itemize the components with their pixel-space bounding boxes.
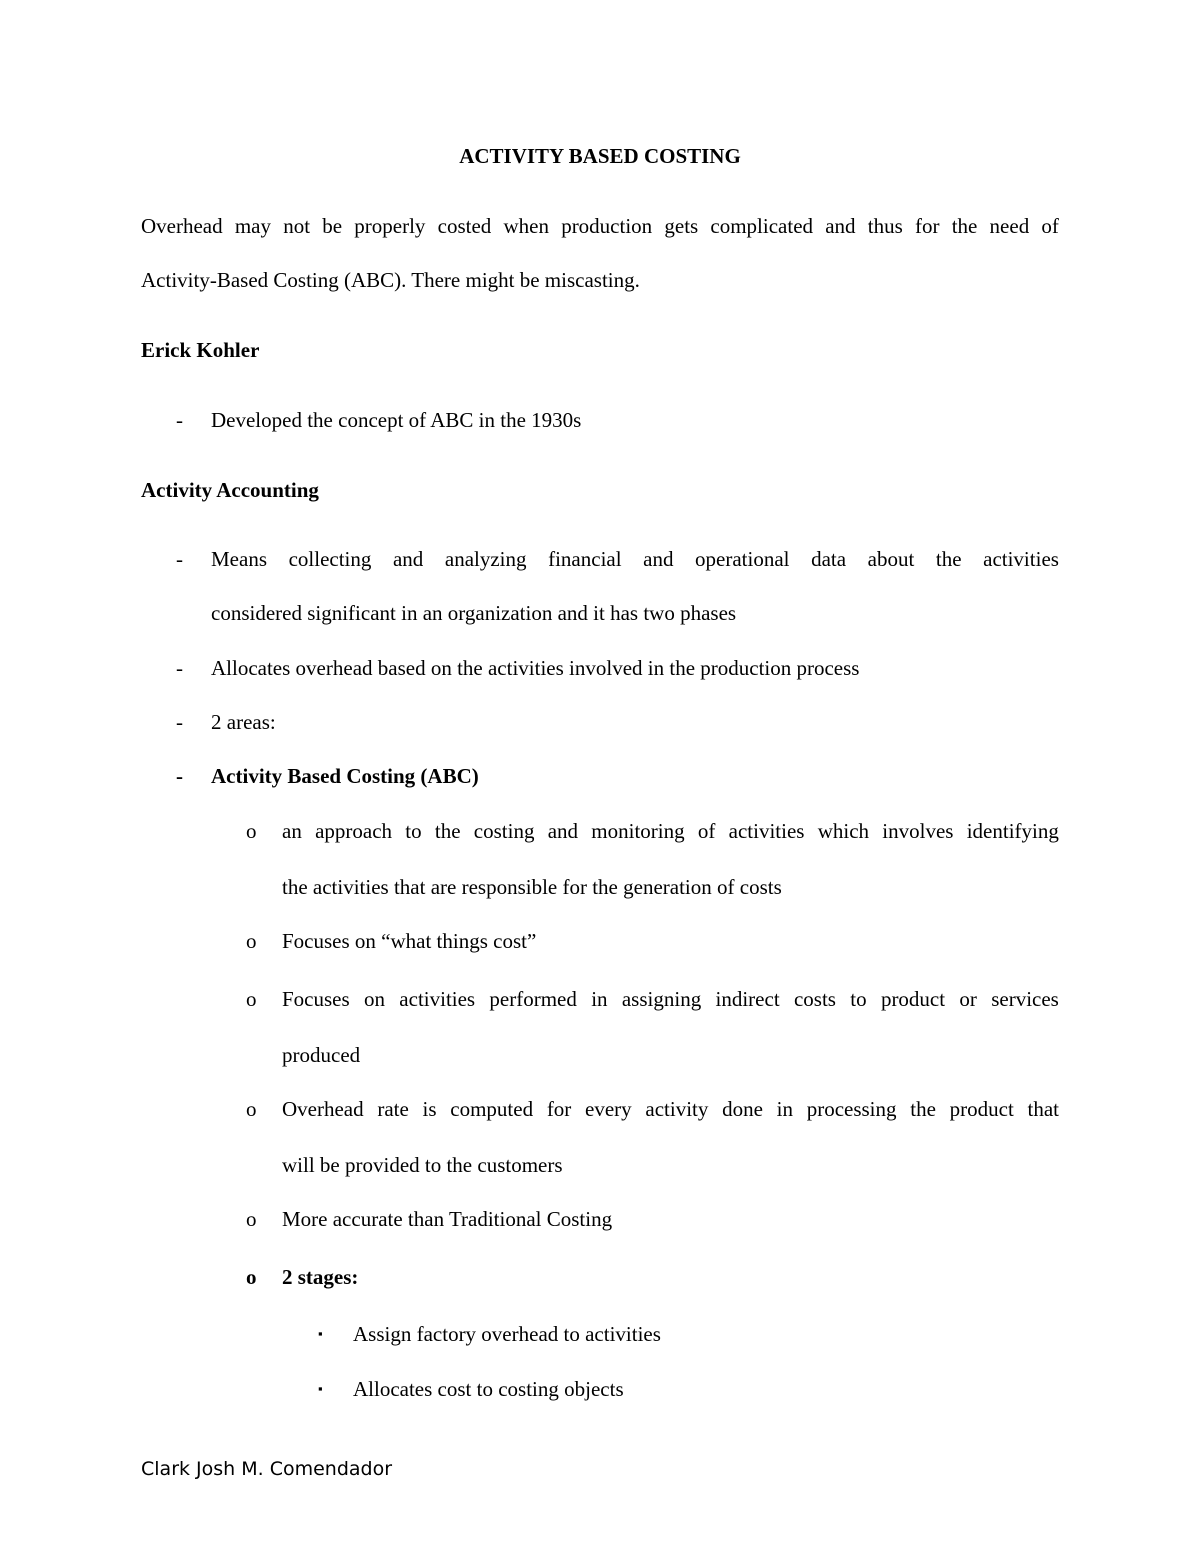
word: the [434,819,461,843]
intro-line-2: Activity-Based Costing (ABC). There might be miscasting. [141,268,640,292]
word: product [949,1097,1014,1121]
word: the [910,1097,936,1121]
word: about [867,547,915,571]
circle-bullet: o [246,819,257,843]
word: identifying [966,819,1059,843]
word: computed [450,1097,534,1121]
word: performed [489,987,577,1011]
dash-bullet: - [176,656,183,680]
list-item: Developed the concept of ABC in the 1930s [211,408,582,432]
word: be [322,214,343,238]
circle-bullet: o [246,1265,257,1289]
word: analyzing [444,547,527,571]
circle-bullet: o [246,929,257,953]
word: services [991,987,1059,1011]
word: Focuses [282,987,350,1011]
word: of [697,819,716,843]
word: and [643,547,674,571]
sub-list-item [282,1099,1059,1120]
sub-list-item-continuation: produced [282,1043,361,1067]
stage-item: Allocates cost to costing objects [353,1377,624,1401]
word: costed [437,214,492,238]
word: activities [728,819,805,843]
word: financial [548,547,622,571]
square-bullet: ▪ [318,1326,323,1341]
word: Overhead [141,214,223,238]
sub-list-item: Focuses on “what things cost” [282,929,537,953]
word: data [811,547,847,571]
list-item: Allocates overhead based on the activities involved in the production process [211,656,860,680]
word: Overhead [282,1097,364,1121]
circle-bullet: o [246,1097,257,1121]
word: rate [377,1097,409,1121]
sub-list-item: More accurate than Traditional Costing [282,1207,613,1231]
word: product [880,987,946,1011]
word: gets [664,214,699,238]
dash-bullet: - [176,710,183,734]
word: monitoring [591,819,685,843]
sub-list-item-stages: 2 stages: [282,1265,359,1289]
sub-list-item [282,989,1059,1010]
word: collecting [288,547,372,571]
word: for [914,214,940,238]
word: thus [867,214,903,238]
list-item [211,549,1059,570]
word: involves [882,819,954,843]
circle-bullet: o [246,987,257,1011]
word: in [591,987,608,1011]
word: or [959,987,977,1011]
word: that [1027,1097,1059,1121]
word: complicated [710,214,814,238]
word: activities [399,987,476,1011]
word: activities [983,547,1059,571]
square-bullet: ▪ [318,1381,323,1396]
word: which [817,819,870,843]
section-heading-activity-accounting: Activity Accounting [141,478,319,502]
word: when [503,214,549,238]
word: processing [806,1097,897,1121]
word: done [722,1097,763,1121]
word: of [1041,214,1059,238]
word: need [989,214,1030,238]
list-item-continuation: considered significant in an organization and it has two phases [211,601,737,625]
word: properly [354,214,426,238]
word: to [405,819,422,843]
word: to [850,987,867,1011]
footer-author: Clark Josh M. Comendador [141,1458,393,1480]
dash-bullet: - [176,764,183,788]
sub-list-item-continuation: will be provided to the customers [282,1153,563,1177]
stage-item: Assign factory overhead to activities [353,1322,661,1346]
word: costing [473,819,535,843]
word: is [422,1097,437,1121]
word: not [283,214,311,238]
word: on [363,987,385,1011]
word: the [951,214,978,238]
word: an [282,819,302,843]
word: costs [793,987,836,1011]
word: activity [645,1097,709,1121]
sub-list-item [282,821,1059,842]
word: Means [211,547,267,571]
word: may [234,214,271,238]
word: and [392,547,424,571]
word: indirect [715,987,780,1011]
word: and [547,819,579,843]
section-heading-erick-kohler: Erick Kohler [141,338,260,362]
word: in [776,1097,793,1121]
word: operational [695,547,790,571]
word: the [935,547,962,571]
list-item-abc: Activity Based Costing (ABC) [211,764,479,788]
list-item: 2 areas: [211,710,276,734]
dash-bullet: - [176,408,183,432]
word: and [825,214,856,238]
document-title: ACTIVITY BASED COSTING [459,144,741,168]
circle-bullet: o [246,1207,257,1231]
word: production [561,214,653,238]
word: assigning [621,987,702,1011]
word: for [546,1097,572,1121]
word: every [585,1097,632,1121]
word: approach [315,819,393,843]
intro-line-1 [141,216,1059,237]
dash-bullet: - [176,547,183,571]
sub-list-item-continuation: the activities that are responsible for the generation of costs [282,875,782,899]
